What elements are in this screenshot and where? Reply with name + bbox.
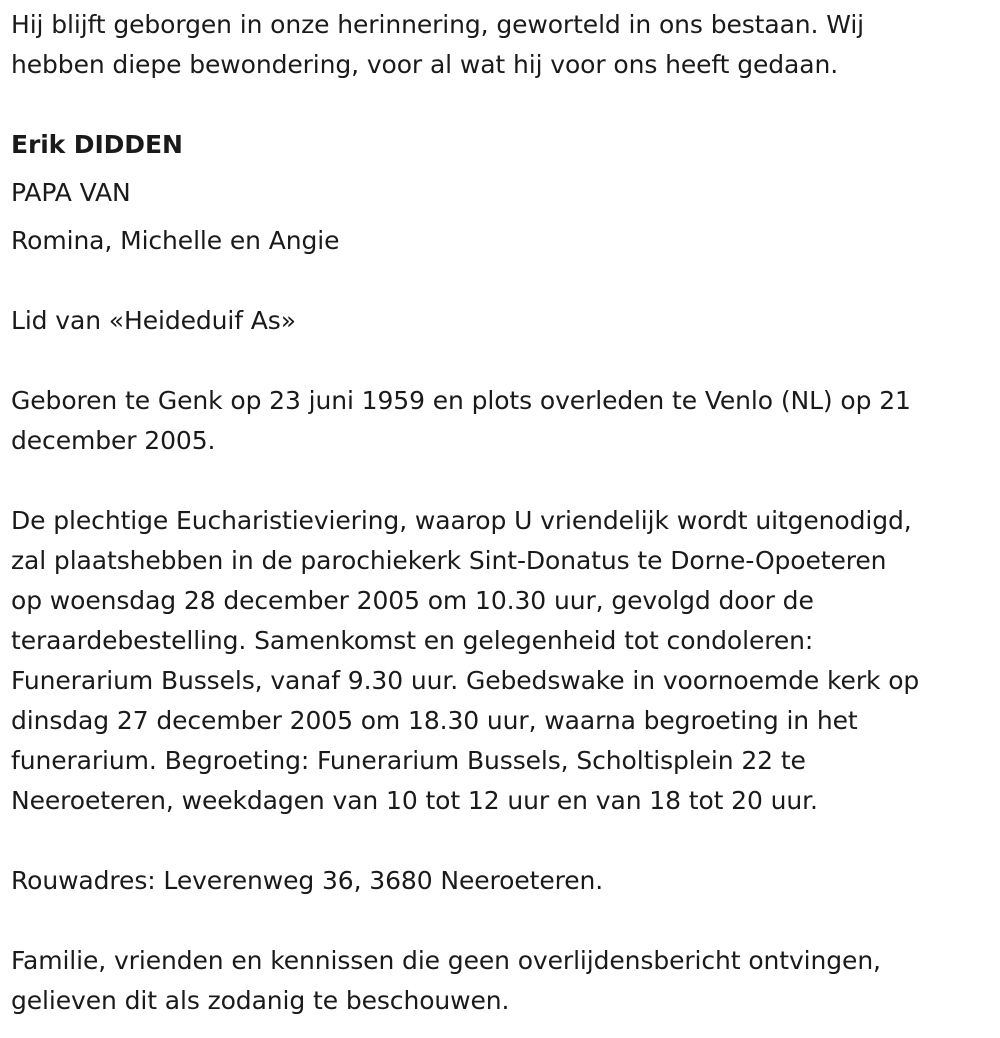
text-line: De plechtige Eucharistieviering, waarop U vriendelijk wordt uitgenodigd, xyxy=(11,506,912,535)
text-line: hebben diepe bewondering, voor al wat hij voor ons heeft gedaan. xyxy=(11,50,839,79)
children-names: Romina, Michelle en Angie xyxy=(11,226,340,255)
text-line: funerarium. Begroeting: Funerarium Bussels, Scholtisplein 22 te xyxy=(11,746,806,775)
text-line: Hij blijft geborgen in onze herinnering, geworteld in ons bestaan. Wij xyxy=(11,10,865,39)
mourning-address: Rouwadres: Leverenweg 36, 3680 Neeroeteren. xyxy=(11,866,604,895)
text-line: gelieven dit als zodanig te beschouwen. xyxy=(11,986,510,1015)
service-paragraph xyxy=(11,501,991,821)
intro-paragraph xyxy=(11,5,991,85)
membership-line: Lid van «Heideduif As» xyxy=(11,306,296,335)
text-line: teraardebestelling. Samenkomst en gelegenheid tot condoleren: xyxy=(11,626,814,655)
text-line: Geboren te Genk op 23 juni 1959 en plots overleden te Venlo (NL) op 21 xyxy=(11,386,911,415)
text-line: op woensdag 28 december 2005 om 10.30 uur, gevolgd door de xyxy=(11,586,814,615)
text-line: Familie, vrienden en kennissen die geen overlijdensbericht ontvingen, xyxy=(11,946,881,975)
text-line: december 2005. xyxy=(11,426,216,455)
birth-death-paragraph xyxy=(11,381,991,461)
text-line: zal plaatshebben in de parochiekerk Sint-Donatus te Dorne-Opoeteren xyxy=(11,546,887,575)
deceased-name: Erik DIDDEN xyxy=(11,130,183,159)
relation-label: PAPA VAN xyxy=(11,178,131,207)
text-line: Neeroeteren, weekdagen van 10 tot 12 uur en van 18 tot 20 uur. xyxy=(11,786,818,815)
text-line: Funerarium Bussels, vanaf 9.30 uur. Gebedswake in voornoemde kerk op xyxy=(11,666,920,695)
text-line: dinsdag 27 december 2005 om 18.30 uur, waarna begroeting in het xyxy=(11,706,858,735)
closing-paragraph xyxy=(11,941,991,1021)
